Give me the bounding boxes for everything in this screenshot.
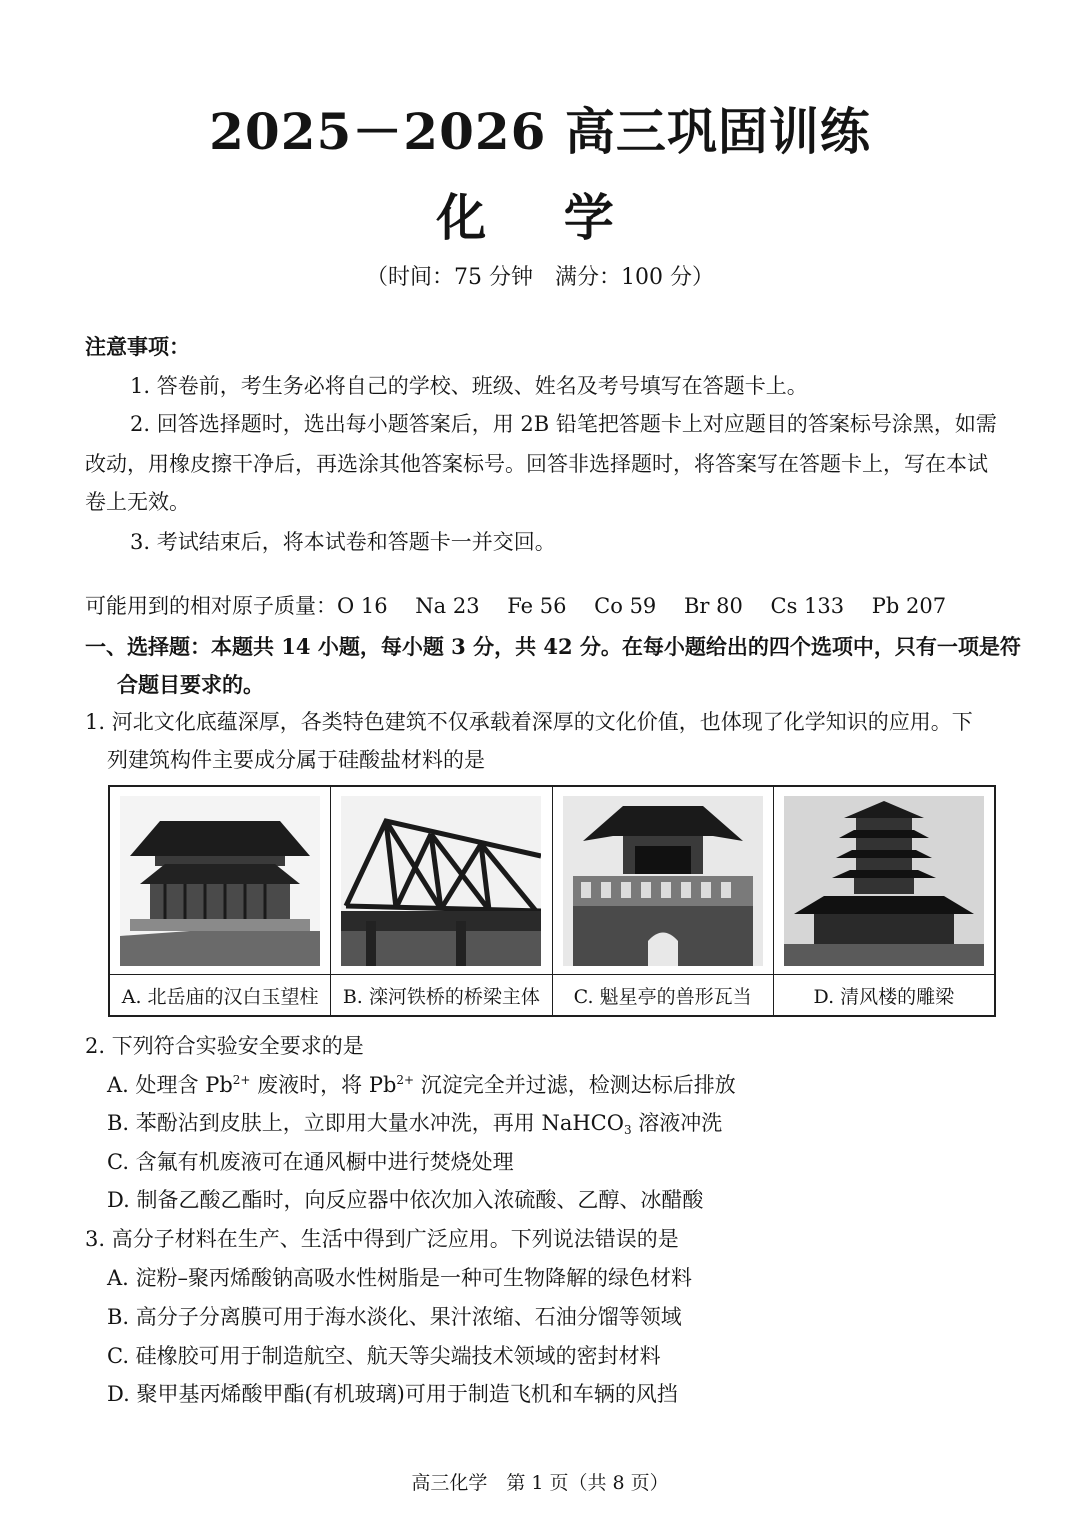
q2-option-b: B. 苯酚沾到皮肤上，立即用大量水冲洗，再用 NaHCO$_3$ 溶液冲洗	[107, 1111, 723, 1137]
notice-heading: 注意事项：	[85, 334, 190, 359]
q1-option-b-cell	[331, 787, 552, 1015]
pavilion-photo-icon	[563, 796, 763, 966]
q1-option-d-cell	[774, 787, 994, 1015]
q2-option-d: D. 制备乙酸乙酯时，向反应器中依次加入浓硫酸、乙醇、冰醋酸	[107, 1188, 704, 1212]
pagoda-tower-photo-icon	[784, 796, 984, 966]
temple-hall-photo-icon	[120, 796, 320, 966]
q2-stem: 2. 下列符合实验安全要求的是	[85, 1034, 364, 1058]
q1-option-a-cell	[110, 787, 331, 1015]
q2-option-a: A. 处理含 $Pb^{2+}$ 废液时，将 $Pb^{2+}$ 沉淀完全并过滤，检测达标后排放	[107, 1073, 736, 1097]
q3-option-b: B. 高分子分离膜可用于海水淡化、果汁浓缩、石油分馏等领域	[107, 1305, 682, 1329]
q1-option-c-label: C. 魁星亭的兽形瓦当	[573, 985, 752, 1008]
q1-option-b-label: B. 滦河铁桥的桥梁主体	[342, 985, 540, 1008]
exam-title: 2025－2026 高三巩固训练	[209, 102, 871, 161]
q1-option-c-cell	[553, 787, 774, 1015]
section-1-line-2: 合题目要求的。	[117, 672, 264, 697]
subject-title: 化 学	[436, 188, 644, 247]
q2-option-c: C. 含氟有机废液可在通风橱中进行焚烧处理	[107, 1150, 514, 1174]
exam-timing: （时间：75 分钟 满分：100 分）	[366, 265, 714, 290]
notice-item-3: 3. 考试结束后，将本试卷和答题卡一并交回。	[130, 530, 556, 554]
notice-item-2-line-1: 2. 回答选择题时，选出每小题答案后，用 2B 铅笔把答题卡上对应题目的答案标号涂黑，如需	[130, 412, 997, 436]
atomic-masses: 可能用到的相对原子质量：O 16 Na 23 Fe 56 Co 59 Br 80 Cs 133 Pb 207	[85, 594, 947, 618]
page-footer: 高三化学 第 1 页（共 8 页）	[411, 1472, 669, 1494]
section-1-line-1: 一、选择题：本题共 14 小题，每小题 3 分，共 42 分。在每小题给出的四个选项中，只有一项是符	[85, 634, 1021, 659]
q1-option-d-label: D. 清风楼的雕梁	[813, 985, 955, 1008]
q3-stem: 3. 高分子材料在生产、生活中得到广泛应用。下列说法错误的是	[85, 1227, 679, 1251]
q1-stem-line-2: 列建筑构件主要成分属于硅酸盐材料的是	[107, 748, 485, 772]
q1-image-table	[108, 785, 996, 1017]
q1-stem-line-1: 1. 河北文化底蕴深厚，各类特色建筑不仅承载着深厚的文化价值，也体现了化学知识的应用。下	[85, 710, 973, 734]
q3-option-d: D. 聚甲基丙烯酸甲酯(有机玻璃)可用于制造飞机和车辆的风挡	[107, 1382, 678, 1406]
q3-option-a: A. 淀粉–聚丙烯酸钠高吸水性树脂是一种可生物降解的绿色材料	[107, 1266, 693, 1290]
notice-item-2-line-3: 卷上无效。	[85, 490, 190, 514]
q3-option-c: C. 硅橡胶可用于制造航空、航天等尖端技术领域的密封材料	[107, 1344, 661, 1368]
notice-item-2-line-2: 改动，用橡皮擦干净后，再选涂其他答案标号。回答非选择题时，将答案写在答题卡上，写在本试	[85, 452, 988, 476]
notice-item-1: 1. 答卷前，考生务必将自己的学校、班级、姓名及考号填写在答题卡上。	[130, 374, 808, 398]
iron-bridge-photo-icon	[341, 796, 541, 966]
q1-option-a-label: A. 北岳庙的汉白玉望柱	[121, 985, 319, 1008]
